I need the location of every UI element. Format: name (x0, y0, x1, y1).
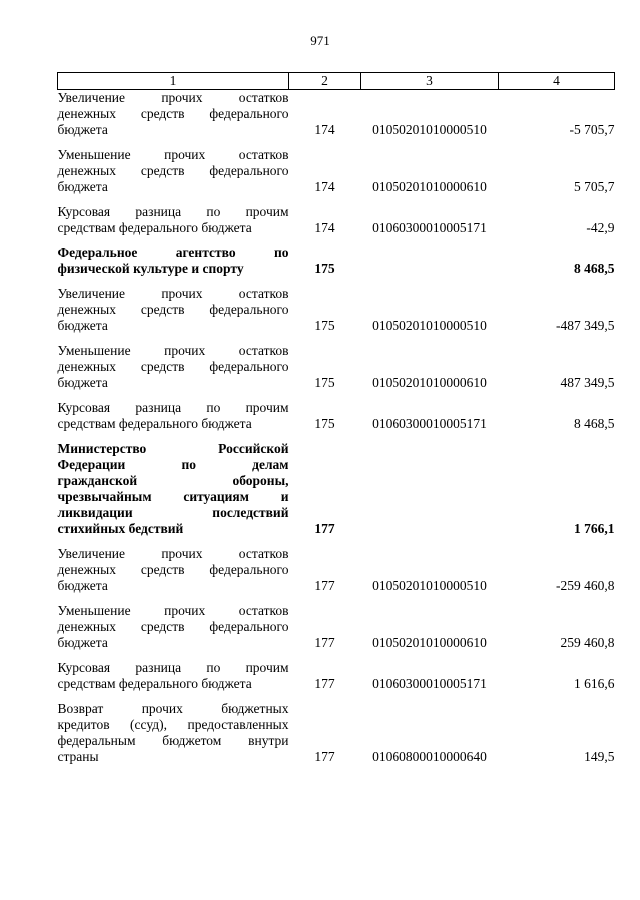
spacer-cell (289, 138, 361, 147)
row-description (58, 441, 289, 537)
row-amount: 1 616,6 (574, 676, 615, 691)
description-line: страны (57, 749, 99, 764)
table-row (58, 701, 615, 765)
row-code: 177 (314, 521, 335, 536)
description-line: Министерство Российской (57, 441, 289, 456)
row-description (58, 245, 289, 277)
spacer-cell (289, 692, 361, 701)
description-line: денежных средств федерального (57, 359, 289, 374)
row-code: 174 (314, 220, 335, 235)
description-line: денежных средств федерального (57, 562, 289, 577)
table-header (58, 73, 615, 90)
spacer-cell (289, 334, 361, 343)
description-line: денежных средств федерального (57, 619, 289, 634)
spacer-cell (361, 594, 499, 603)
row-amount: -487 349,5 (556, 318, 615, 333)
spacer-cell (499, 277, 615, 286)
row-amount: 149,5 (584, 749, 615, 764)
description-line: гражданской обороны, (57, 473, 289, 488)
page-number: 971 (310, 33, 330, 48)
spacer-cell (499, 651, 615, 660)
description-line: стихийных бедствий (57, 521, 184, 536)
spacer-cell (499, 391, 615, 400)
spacer-cell (361, 391, 499, 400)
row-account: 01050201010000610 (372, 375, 487, 390)
header-col-1: 1 (58, 73, 289, 90)
spacer-cell (58, 432, 289, 441)
header-col-2: 2 (289, 73, 361, 90)
budget-table (57, 72, 615, 765)
spacer-cell (289, 537, 361, 546)
table-row (58, 441, 615, 537)
row-spacer (58, 537, 615, 546)
row-amount: 1 766,1 (574, 521, 615, 536)
row-description (58, 286, 289, 334)
spacer-cell (499, 138, 615, 147)
table-row (58, 286, 615, 334)
spacer-cell (361, 195, 499, 204)
row-spacer (58, 692, 615, 701)
description-line: бюджета (57, 375, 108, 390)
row-account: 01060300010005171 (372, 676, 487, 691)
description-line: Курсовая разница по прочим (57, 660, 289, 675)
spacer-cell (58, 692, 289, 701)
row-code: 177 (314, 676, 335, 691)
description-line: физической культуре и спорту (57, 261, 244, 276)
spacer-cell (361, 236, 499, 245)
description-line: Увеличение прочих остатков (57, 546, 289, 561)
row-code: 177 (314, 578, 335, 593)
row-code: 177 (314, 635, 335, 650)
table-row (58, 603, 615, 651)
description-line: Федерации по делам (57, 457, 289, 472)
row-description (58, 701, 289, 765)
row-amount: -259 460,8 (556, 578, 615, 593)
spacer-cell (289, 432, 361, 441)
row-code: 177 (314, 749, 335, 764)
row-account: 01060300010005171 (372, 416, 487, 431)
description-line: Курсовая разница по прочим (57, 204, 289, 219)
row-account: 01050201010000510 (372, 318, 487, 333)
spacer-cell (499, 334, 615, 343)
spacer-cell (361, 277, 499, 286)
spacer-cell (58, 391, 289, 400)
row-description (58, 147, 289, 195)
row-code: 175 (314, 318, 335, 333)
description-line: бюджета (57, 578, 108, 593)
spacer-cell (499, 236, 615, 245)
row-spacer (58, 138, 615, 147)
description-line: средствам федерального бюджета (57, 676, 252, 691)
row-code: 175 (314, 261, 335, 276)
description-line: бюджета (57, 635, 108, 650)
row-description (58, 400, 289, 432)
row-account: 01050201010000610 (372, 179, 487, 194)
row-account: 01050201010000510 (372, 578, 487, 593)
spacer-cell (58, 594, 289, 603)
row-spacer (58, 594, 615, 603)
spacer-cell (58, 138, 289, 147)
spacer-cell (289, 277, 361, 286)
description-line: бюджета (57, 179, 108, 194)
spacer-cell (289, 594, 361, 603)
table-row (58, 660, 615, 692)
description-line: Курсовая разница по прочим (57, 400, 289, 415)
table-body (58, 90, 615, 766)
row-description (58, 90, 289, 139)
row-description (58, 343, 289, 391)
spacer-cell (58, 236, 289, 245)
row-code: 174 (314, 179, 335, 194)
description-line: Уменьшение прочих остатков (57, 603, 289, 618)
description-line: кредитов (ссуд), предоставленных (57, 717, 289, 732)
spacer-cell (499, 195, 615, 204)
row-spacer (58, 195, 615, 204)
row-spacer (58, 432, 615, 441)
spacer-cell (58, 537, 289, 546)
row-spacer (58, 236, 615, 245)
row-account (361, 245, 499, 277)
description-line: денежных средств федерального (57, 163, 289, 178)
row-amount: 259 460,8 (560, 635, 615, 650)
table-row (58, 400, 615, 432)
table-row (58, 546, 615, 594)
row-description (58, 546, 289, 594)
row-spacer (58, 651, 615, 660)
description-line: средствам федерального бюджета (57, 220, 252, 235)
row-description (58, 603, 289, 651)
description-line: Федеральное агентство по (57, 245, 289, 260)
row-amount: 8 468,5 (574, 261, 615, 276)
row-spacer (58, 277, 615, 286)
row-amount: 8 468,5 (574, 416, 615, 431)
table-row (58, 147, 615, 195)
table-row (58, 343, 615, 391)
spacer-cell (361, 692, 499, 701)
spacer-cell (499, 432, 615, 441)
row-amount: 487 349,5 (560, 375, 615, 390)
row-account (361, 441, 499, 537)
spacer-cell (361, 138, 499, 147)
row-account: 01060300010005171 (372, 220, 487, 235)
spacer-cell (58, 277, 289, 286)
description-line: бюджета (57, 122, 108, 137)
description-line: Уменьшение прочих остатков (57, 343, 289, 358)
row-account: 01050201010000510 (372, 122, 487, 137)
description-line: Увеличение прочих остатков (57, 286, 289, 301)
description-line: Уменьшение прочих остатков (57, 147, 289, 162)
row-description (58, 660, 289, 692)
spacer-cell (361, 334, 499, 343)
row-code: 175 (314, 416, 335, 431)
spacer-cell (499, 692, 615, 701)
spacer-cell (289, 236, 361, 245)
description-line: денежных средств федерального (57, 106, 289, 121)
row-code: 175 (314, 375, 335, 390)
row-account: 01060800010000640 (372, 749, 487, 764)
header-col-3: 3 (361, 73, 499, 90)
table-row (58, 90, 615, 139)
header-col-4: 4 (499, 73, 615, 90)
description-line: средствам федерального бюджета (57, 416, 252, 431)
table-row (58, 245, 615, 277)
spacer-cell (499, 594, 615, 603)
description-line: бюджета (57, 318, 108, 333)
description-line: федеральным бюджетом внутри (57, 733, 289, 748)
spacer-cell (499, 537, 615, 546)
description-line: ликвидации последствий (57, 505, 289, 520)
spacer-cell (361, 537, 499, 546)
spacer-cell (289, 391, 361, 400)
spacer-cell (361, 651, 499, 660)
row-description (58, 204, 289, 236)
spacer-cell (361, 432, 499, 441)
row-account: 01050201010000610 (372, 635, 487, 650)
spacer-cell (289, 651, 361, 660)
description-line: Увеличение прочих остатков (57, 90, 289, 105)
row-spacer (58, 391, 615, 400)
spacer-cell (58, 651, 289, 660)
row-amount: -5 705,7 (569, 122, 615, 137)
description-line: денежных средств федерального (57, 302, 289, 317)
spacer-cell (289, 195, 361, 204)
row-amount: 5 705,7 (574, 179, 615, 194)
spacer-cell (58, 334, 289, 343)
row-amount: -42,9 (586, 220, 615, 235)
row-spacer (58, 334, 615, 343)
description-line: чрезвычайным ситуациям и (57, 489, 289, 504)
table-row (58, 204, 615, 236)
spacer-cell (58, 195, 289, 204)
row-code: 174 (314, 122, 335, 137)
description-line: Возврат прочих бюджетных (57, 701, 289, 716)
